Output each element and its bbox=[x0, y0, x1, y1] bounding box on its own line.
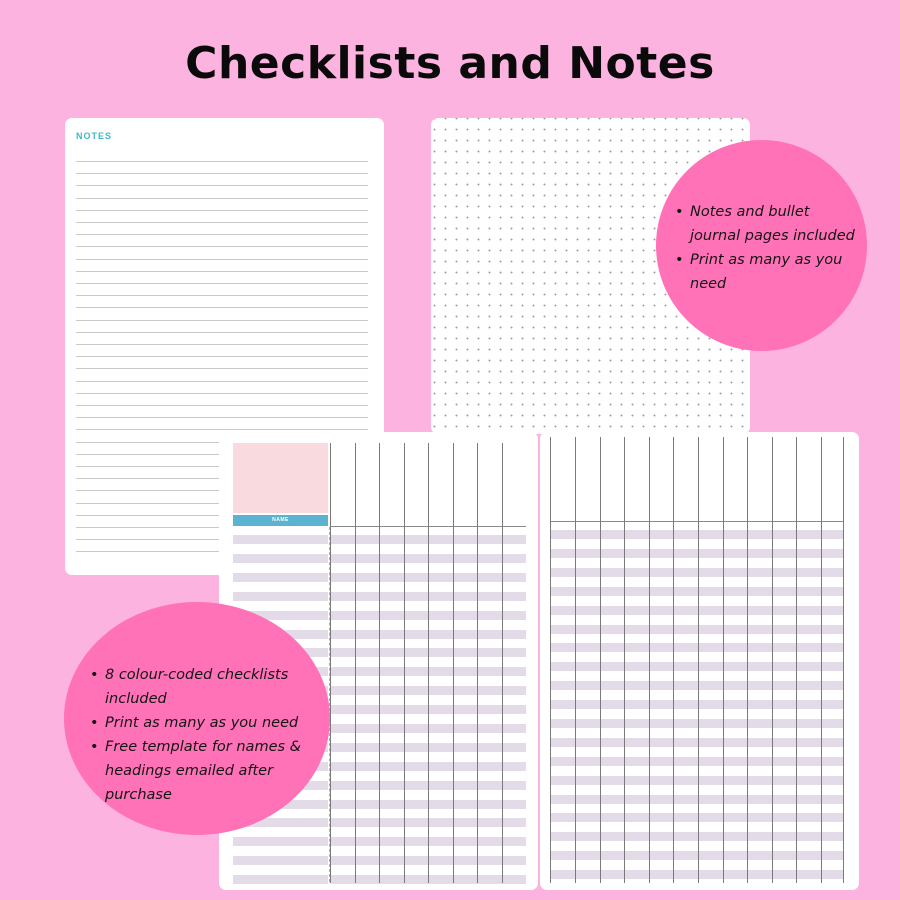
column-line bbox=[772, 437, 773, 883]
row-stripe bbox=[551, 719, 843, 728]
ruled-line bbox=[76, 405, 368, 406]
row-stripe bbox=[551, 738, 843, 747]
row-stripe bbox=[551, 776, 843, 785]
column-line bbox=[723, 437, 724, 883]
ruled-line bbox=[76, 356, 368, 357]
notes-label: NOTES bbox=[76, 131, 113, 141]
column-line bbox=[673, 437, 674, 883]
feature-item: • 8 colour-coded checklists included bbox=[90, 663, 326, 711]
ruled-line bbox=[76, 259, 368, 260]
row-stripe bbox=[551, 832, 843, 841]
ruled-line bbox=[76, 417, 368, 418]
row-stripe bbox=[551, 568, 843, 577]
row-stripe bbox=[551, 643, 843, 652]
feature-item: • Notes and bullet journal pages included bbox=[675, 200, 863, 248]
ruled-line bbox=[76, 332, 368, 333]
column-line bbox=[502, 443, 503, 883]
column-line bbox=[747, 437, 748, 883]
row-stripe bbox=[551, 587, 843, 596]
ruled-line bbox=[76, 161, 368, 162]
row-stripe bbox=[551, 625, 843, 634]
column-line bbox=[821, 437, 822, 883]
feature-list-top bbox=[675, 200, 863, 296]
ruled-line bbox=[76, 295, 368, 296]
column-line bbox=[404, 443, 405, 883]
column-line bbox=[796, 437, 797, 883]
ruled-line bbox=[76, 198, 368, 199]
row-stripe bbox=[551, 795, 843, 804]
column-line bbox=[600, 437, 601, 883]
column-line bbox=[624, 437, 625, 883]
row-stripe bbox=[551, 662, 843, 671]
ruled-line bbox=[76, 271, 368, 272]
ruled-line bbox=[76, 344, 368, 345]
column-line bbox=[453, 443, 454, 883]
row-stripe bbox=[551, 757, 843, 766]
ruled-line bbox=[76, 185, 368, 186]
ruled-line bbox=[76, 234, 368, 235]
row-stripe bbox=[551, 606, 843, 615]
column-line bbox=[330, 443, 331, 883]
ruled-line bbox=[76, 246, 368, 247]
feature-list-bottom bbox=[90, 663, 326, 807]
ruled-line bbox=[76, 320, 368, 321]
ruled-line bbox=[76, 283, 368, 284]
row-stripe bbox=[551, 549, 843, 558]
ruled-line bbox=[76, 381, 368, 382]
page-title: Checklists and Notes bbox=[185, 38, 715, 89]
feature-item: • Print as many as you need bbox=[90, 711, 326, 735]
ruled-line bbox=[76, 173, 368, 174]
column-line bbox=[575, 437, 576, 883]
row-stripe bbox=[233, 554, 328, 563]
heading-box bbox=[233, 443, 328, 513]
column-line bbox=[477, 443, 478, 883]
column-line bbox=[649, 437, 650, 883]
feature-item: • Print as many as you need bbox=[675, 248, 863, 296]
row-stripe bbox=[551, 851, 843, 860]
row-stripe bbox=[233, 875, 328, 884]
ruled-line bbox=[76, 222, 368, 223]
row-stripe bbox=[551, 530, 843, 539]
feature-bubble-bottom bbox=[64, 602, 330, 835]
row-stripe bbox=[233, 856, 328, 865]
row-stripe bbox=[233, 535, 328, 544]
row-stripe bbox=[551, 813, 843, 822]
row-stripe bbox=[233, 573, 328, 582]
column-line bbox=[428, 443, 429, 883]
ruled-line bbox=[76, 210, 368, 211]
feature-item: • Free template for names & headings emailed after purchase bbox=[90, 735, 326, 807]
name-bar: NAME bbox=[233, 515, 328, 526]
column-line bbox=[550, 437, 551, 883]
row-stripe bbox=[233, 837, 328, 846]
column-line bbox=[843, 437, 844, 883]
column-line bbox=[698, 437, 699, 883]
feature-bubble-top bbox=[656, 140, 867, 351]
header-line bbox=[551, 521, 843, 522]
ruled-line bbox=[76, 429, 368, 430]
ruled-line bbox=[76, 307, 368, 308]
row-stripe bbox=[551, 681, 843, 690]
column-line bbox=[379, 443, 380, 883]
row-stripe bbox=[233, 592, 328, 601]
row-stripe bbox=[551, 700, 843, 709]
checklist-page-preview-right bbox=[540, 432, 859, 890]
column-line bbox=[355, 443, 356, 883]
row-stripe bbox=[551, 870, 843, 879]
ruled-line bbox=[76, 393, 368, 394]
ruled-line bbox=[76, 368, 368, 369]
